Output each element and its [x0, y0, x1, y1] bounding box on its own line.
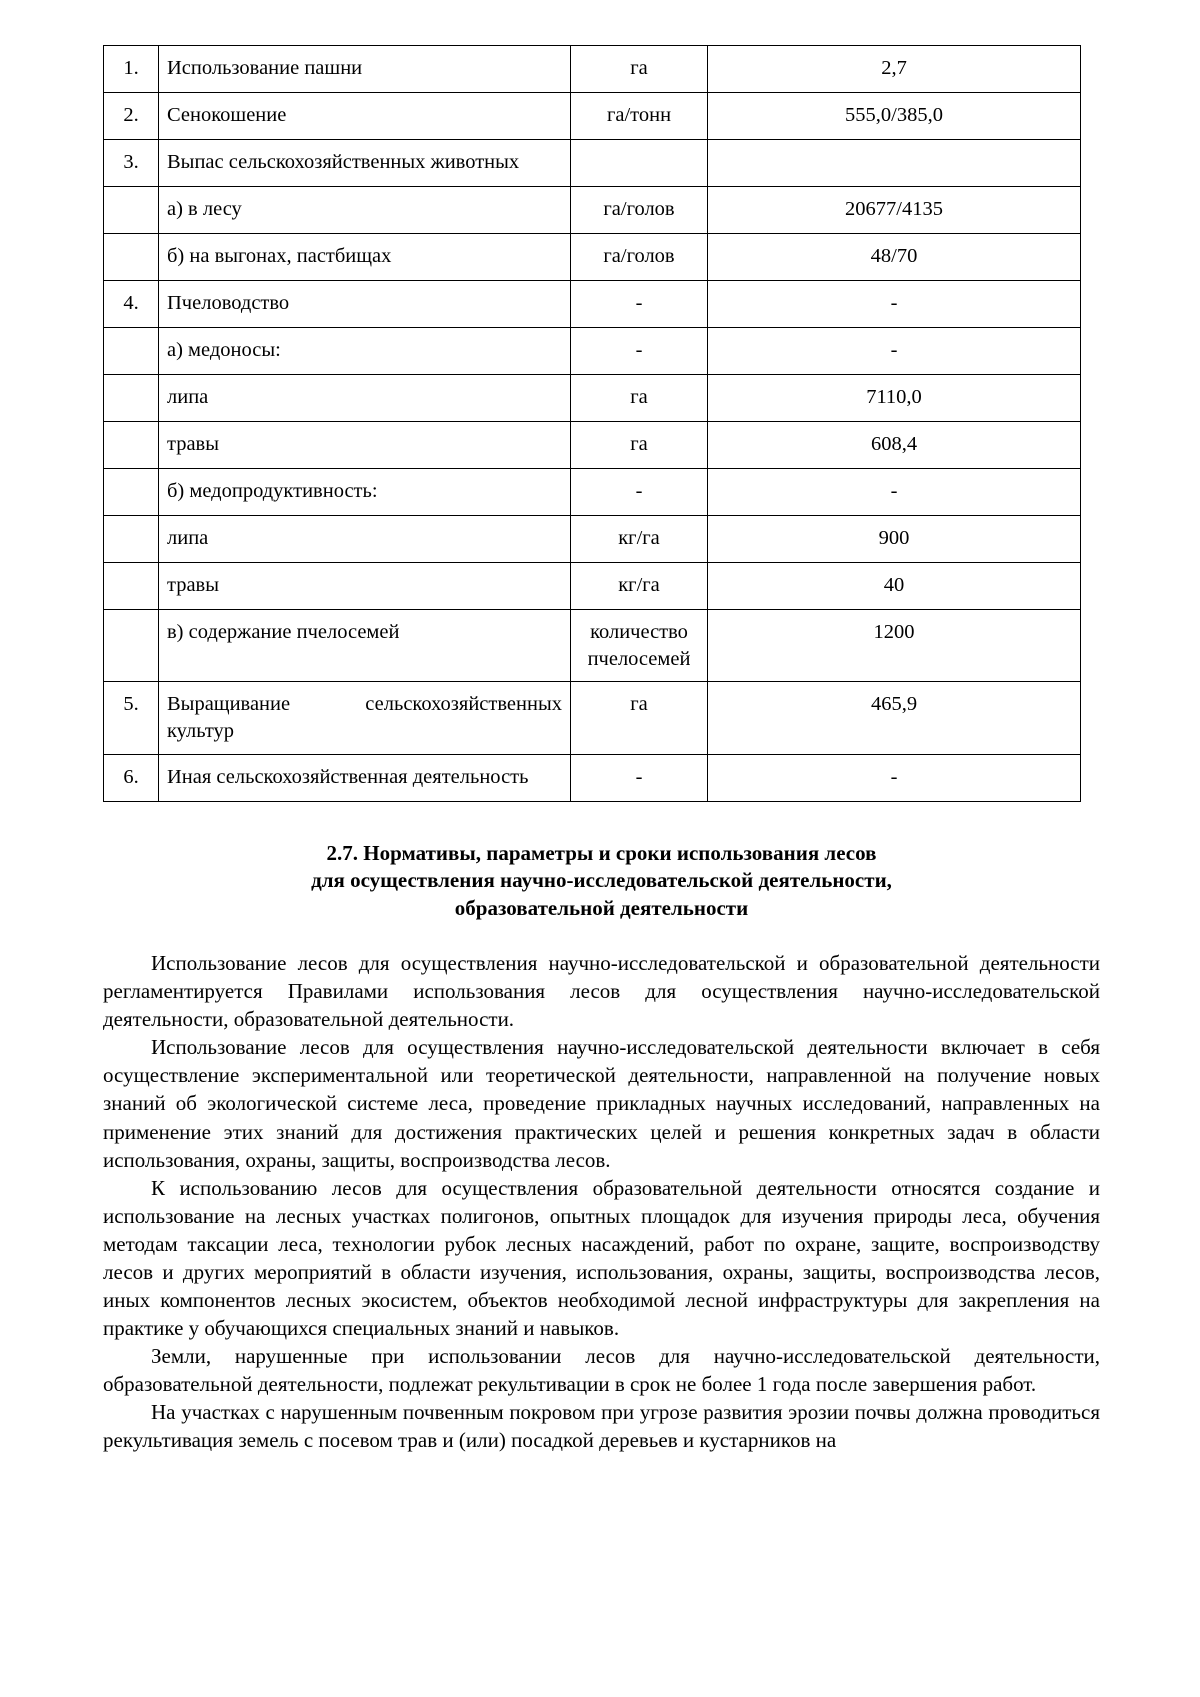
row-number: 1. — [104, 46, 159, 93]
table-row — [104, 754, 1081, 801]
table-row — [104, 328, 1081, 375]
row-number: 2. — [104, 93, 159, 140]
row-unit: - — [571, 754, 708, 801]
row-value: - — [708, 469, 1081, 516]
row-label: травы — [159, 422, 571, 469]
row-unit: га — [571, 375, 708, 422]
row-unit: га/голов — [571, 234, 708, 281]
row-number: 6. — [104, 754, 159, 801]
body-text — [103, 949, 1100, 1454]
row-label: липа — [159, 375, 571, 422]
row-number — [104, 610, 159, 682]
table-row — [104, 234, 1081, 281]
row-label: в) содержание пчелосемей — [159, 610, 571, 682]
section-heading-line-2: для осуществления научно-исследовательской деятельности, — [311, 868, 892, 893]
row-value: - — [708, 754, 1081, 801]
table-row — [104, 93, 1081, 140]
table-body — [104, 46, 1081, 802]
table-row — [104, 46, 1081, 93]
table-row — [104, 469, 1081, 516]
row-unit — [571, 140, 708, 187]
row-label: Выпас сельскохозяйственных животных — [159, 140, 571, 187]
row-value: 2,7 — [708, 46, 1081, 93]
table-row — [104, 422, 1081, 469]
row-number — [104, 469, 159, 516]
paragraph: Использование лесов для осуществления научно-исследовательской и образовательной деятельности регламентируется Правилами использования лесов для осуществления научно-исследовательской деятельности, образовательной деятельности. — [103, 951, 1100, 1032]
row-label: травы — [159, 563, 571, 610]
row-value: 40 — [708, 563, 1081, 610]
row-label: Иная сельскохозяйственная деятельность — [159, 754, 571, 801]
row-label: Сенокошение — [159, 93, 571, 140]
section-heading-line-1: 2.7. Нормативы, параметры и сроки использования лесов — [326, 840, 877, 865]
row-value: 555,0/385,0 — [708, 93, 1081, 140]
row-value: 608,4 — [708, 422, 1081, 469]
table-row — [104, 682, 1081, 754]
row-number: 5. — [104, 682, 159, 754]
row-value: 7110,0 — [708, 375, 1081, 422]
row-value: 1200 — [708, 610, 1081, 682]
row-unit: га/голов — [571, 187, 708, 234]
row-number — [104, 516, 159, 563]
table-row — [104, 610, 1081, 682]
row-unit: кг/га — [571, 516, 708, 563]
row-unit: - — [571, 328, 708, 375]
row-label: б) медопродуктивность: — [159, 469, 571, 516]
row-number: 3. — [104, 140, 159, 187]
table-row — [104, 375, 1081, 422]
row-number — [104, 563, 159, 610]
row-label: а) медоносы: — [159, 328, 571, 375]
row-value: - — [708, 328, 1081, 375]
row-unit: га — [571, 46, 708, 93]
table-row — [104, 563, 1081, 610]
row-value — [708, 140, 1081, 187]
row-number: 4. — [104, 281, 159, 328]
row-unit: га — [571, 682, 708, 754]
row-value: 900 — [708, 516, 1081, 563]
row-number — [104, 375, 159, 422]
row-label: липа — [159, 516, 571, 563]
row-label: Выращивание сельскохозяйственных культур — [159, 682, 571, 754]
section-heading-line-3: образовательной деятельности — [454, 896, 749, 921]
agricultural-use-table — [103, 45, 1081, 802]
row-unit: количество пчелосемей — [571, 610, 708, 682]
paragraph: К использованию лесов для осуществления образовательной деятельности относятся создание и использование на лесных участках полигонов, опытных площадок для изучения природы леса, обучения методам таксации леса, технологии рубок лесных насаждений, работ по охране, защите, воспроизводству лесов и других мероприятий в области изучения, использования, охраны, защиты, воспроизводства лесов, иных компонентов лесных экосистем, объектов необходимой лесной инфраструктуры для закрепления на практике у обучающихся специальных знаний и навыков. — [103, 1175, 1100, 1340]
row-value: - — [708, 281, 1081, 328]
row-label: Пчеловодство — [159, 281, 571, 328]
row-value: 20677/4135 — [708, 187, 1081, 234]
row-value: 48/70 — [708, 234, 1081, 281]
table-row — [104, 187, 1081, 234]
paragraph: Земли, нарушенные при использовании лесов для научно-исследовательской деятельности, образовательной деятельности, подлежат рекультивации в срок не более 1 года после завершения работ. — [103, 1343, 1100, 1396]
paragraph: Использование лесов для осуществления научно-исследовательской деятельности включает в себя осуществление экспериментальной или теоретической деятельности, направленной на получение новых знаний об экологической системе леса, проведение прикладных научных исследований, направленных на применение этих знаний для достижения практических целей и решения конкретных задач в области использования, охраны, защиты, воспроизводства лесов. — [103, 1035, 1100, 1172]
section-heading — [103, 840, 1100, 924]
row-label: б) на выгонах, пастбищах — [159, 234, 571, 281]
row-value: 465,9 — [708, 682, 1081, 754]
paragraph: На участках с нарушенным почвенным покровом при угрозе развития эрозии почвы должна проводиться рекультивация земель с посевом трав и (или) посадкой деревьев и кустарников на — [103, 1399, 1100, 1452]
table-row — [104, 140, 1081, 187]
row-unit: - — [571, 469, 708, 516]
table-row — [104, 281, 1081, 328]
row-unit: кг/га — [571, 563, 708, 610]
row-number — [104, 422, 159, 469]
row-number — [104, 234, 159, 281]
row-unit: - — [571, 281, 708, 328]
row-number — [104, 328, 159, 375]
row-number — [104, 187, 159, 234]
row-label: Использование пашни — [159, 46, 571, 93]
table-row — [104, 516, 1081, 563]
row-unit: га — [571, 422, 708, 469]
row-label: а) в лесу — [159, 187, 571, 234]
row-unit: га/тонн — [571, 93, 708, 140]
